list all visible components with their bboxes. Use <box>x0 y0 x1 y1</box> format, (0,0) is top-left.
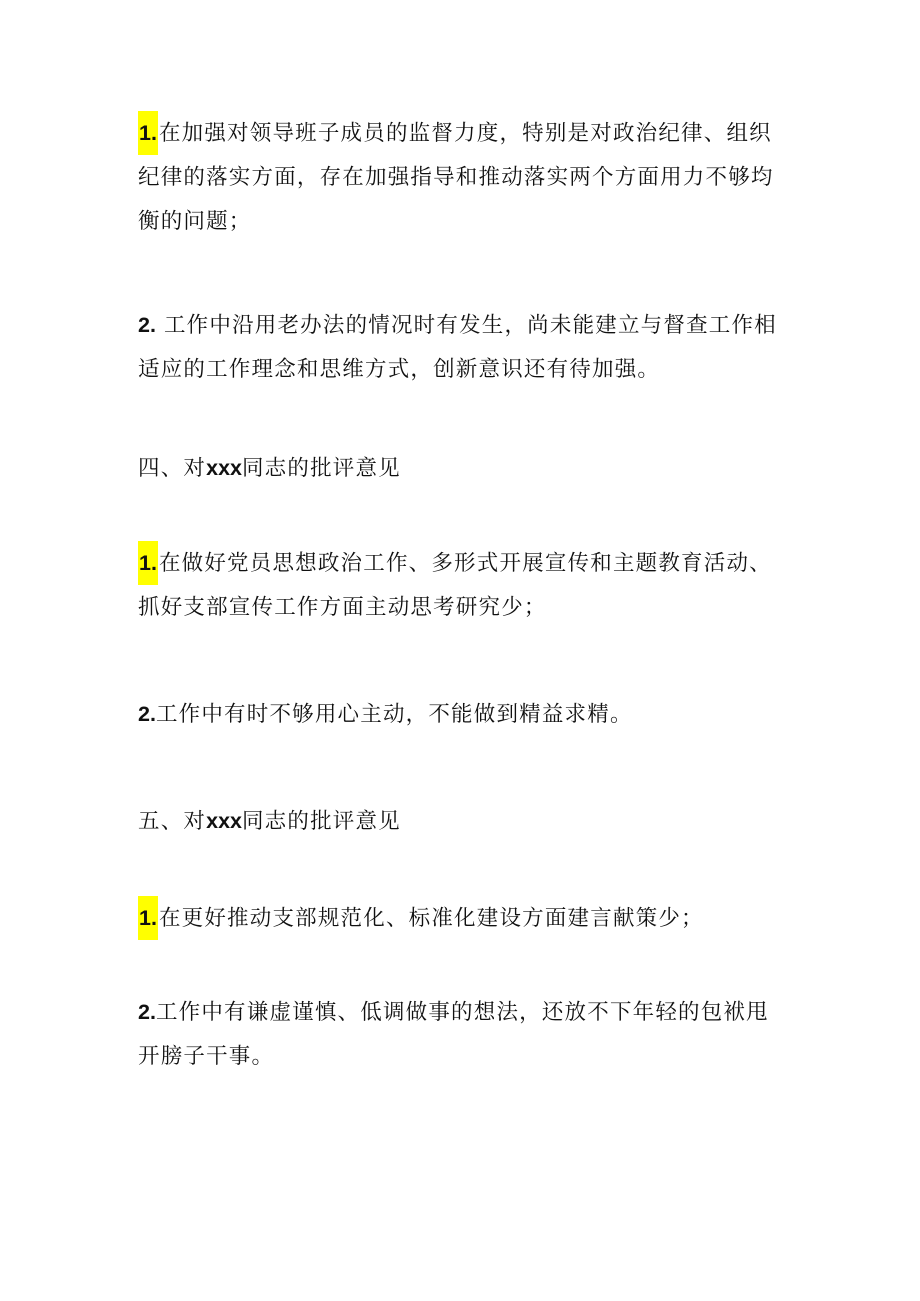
list-item-5-1 <box>138 896 788 941</box>
highlighted-item-number: 1. <box>138 541 158 585</box>
heading-prefix: 四、对 <box>138 456 207 481</box>
list-item-4-1 <box>138 541 788 630</box>
item-number: 2. <box>138 1000 156 1024</box>
list-item-5-2 <box>138 990 788 1079</box>
section-heading-5 <box>138 799 788 844</box>
list-item-3-1 <box>138 111 788 244</box>
list-item-3-2 <box>138 303 788 392</box>
highlighted-item-number: 1. <box>138 111 158 155</box>
heading-name: xxx <box>206 809 242 833</box>
paragraph-line: 衡的问题； <box>138 209 252 234</box>
paragraph-text: 工作中有谦虚谨慎、低调做事的想法，还放不下年轻的包袱甩 <box>155 1000 769 1025</box>
highlighted-item-number: 1. <box>138 896 158 940</box>
heading-suffix: 同志的批评意见 <box>241 809 401 834</box>
paragraph-text: 工作中沿用老办法的情况时有发生，尚未能建立与督查工作相 <box>155 313 777 338</box>
paragraph-line <box>138 692 788 737</box>
paragraph-line <box>138 896 788 941</box>
paragraph-line <box>138 303 788 348</box>
paragraph-line: 适应的工作理念和思维方式，创新意识还有待加强。 <box>138 357 661 382</box>
paragraph-line: 开膀子干事。 <box>138 1044 275 1069</box>
heading-prefix: 五、对 <box>138 809 207 834</box>
item-number: 2. <box>138 702 156 726</box>
paragraph-line <box>138 541 788 586</box>
heading-name: xxx <box>206 456 242 480</box>
paragraph-text: 在做好党员思想政治工作、多形式开展宣传和主题教育活动、 <box>158 551 772 576</box>
paragraph-text: 工作中有时不够用心主动，不能做到精益求精。 <box>155 702 633 727</box>
heading-line <box>138 446 788 491</box>
list-item-4-2 <box>138 692 788 737</box>
paragraph-text: 在更好推动支部规范化、标准化建设方面建言献策少； <box>158 906 704 931</box>
section-heading-4 <box>138 446 788 491</box>
heading-line <box>138 799 788 844</box>
paragraph-line <box>138 990 788 1035</box>
paragraph-text: 在加强对领导班子成员的监督力度，特别是对政治纪律、组织 <box>158 121 772 146</box>
paragraph-line <box>138 111 788 156</box>
item-number: 2. <box>138 313 156 337</box>
paragraph-line: 纪律的落实方面，存在加强指导和推动落实两个方面用力不够均 <box>138 165 774 190</box>
heading-suffix: 同志的批评意见 <box>241 456 401 481</box>
paragraph-line: 抓好支部宣传工作方面主动思考研究少； <box>138 595 547 620</box>
